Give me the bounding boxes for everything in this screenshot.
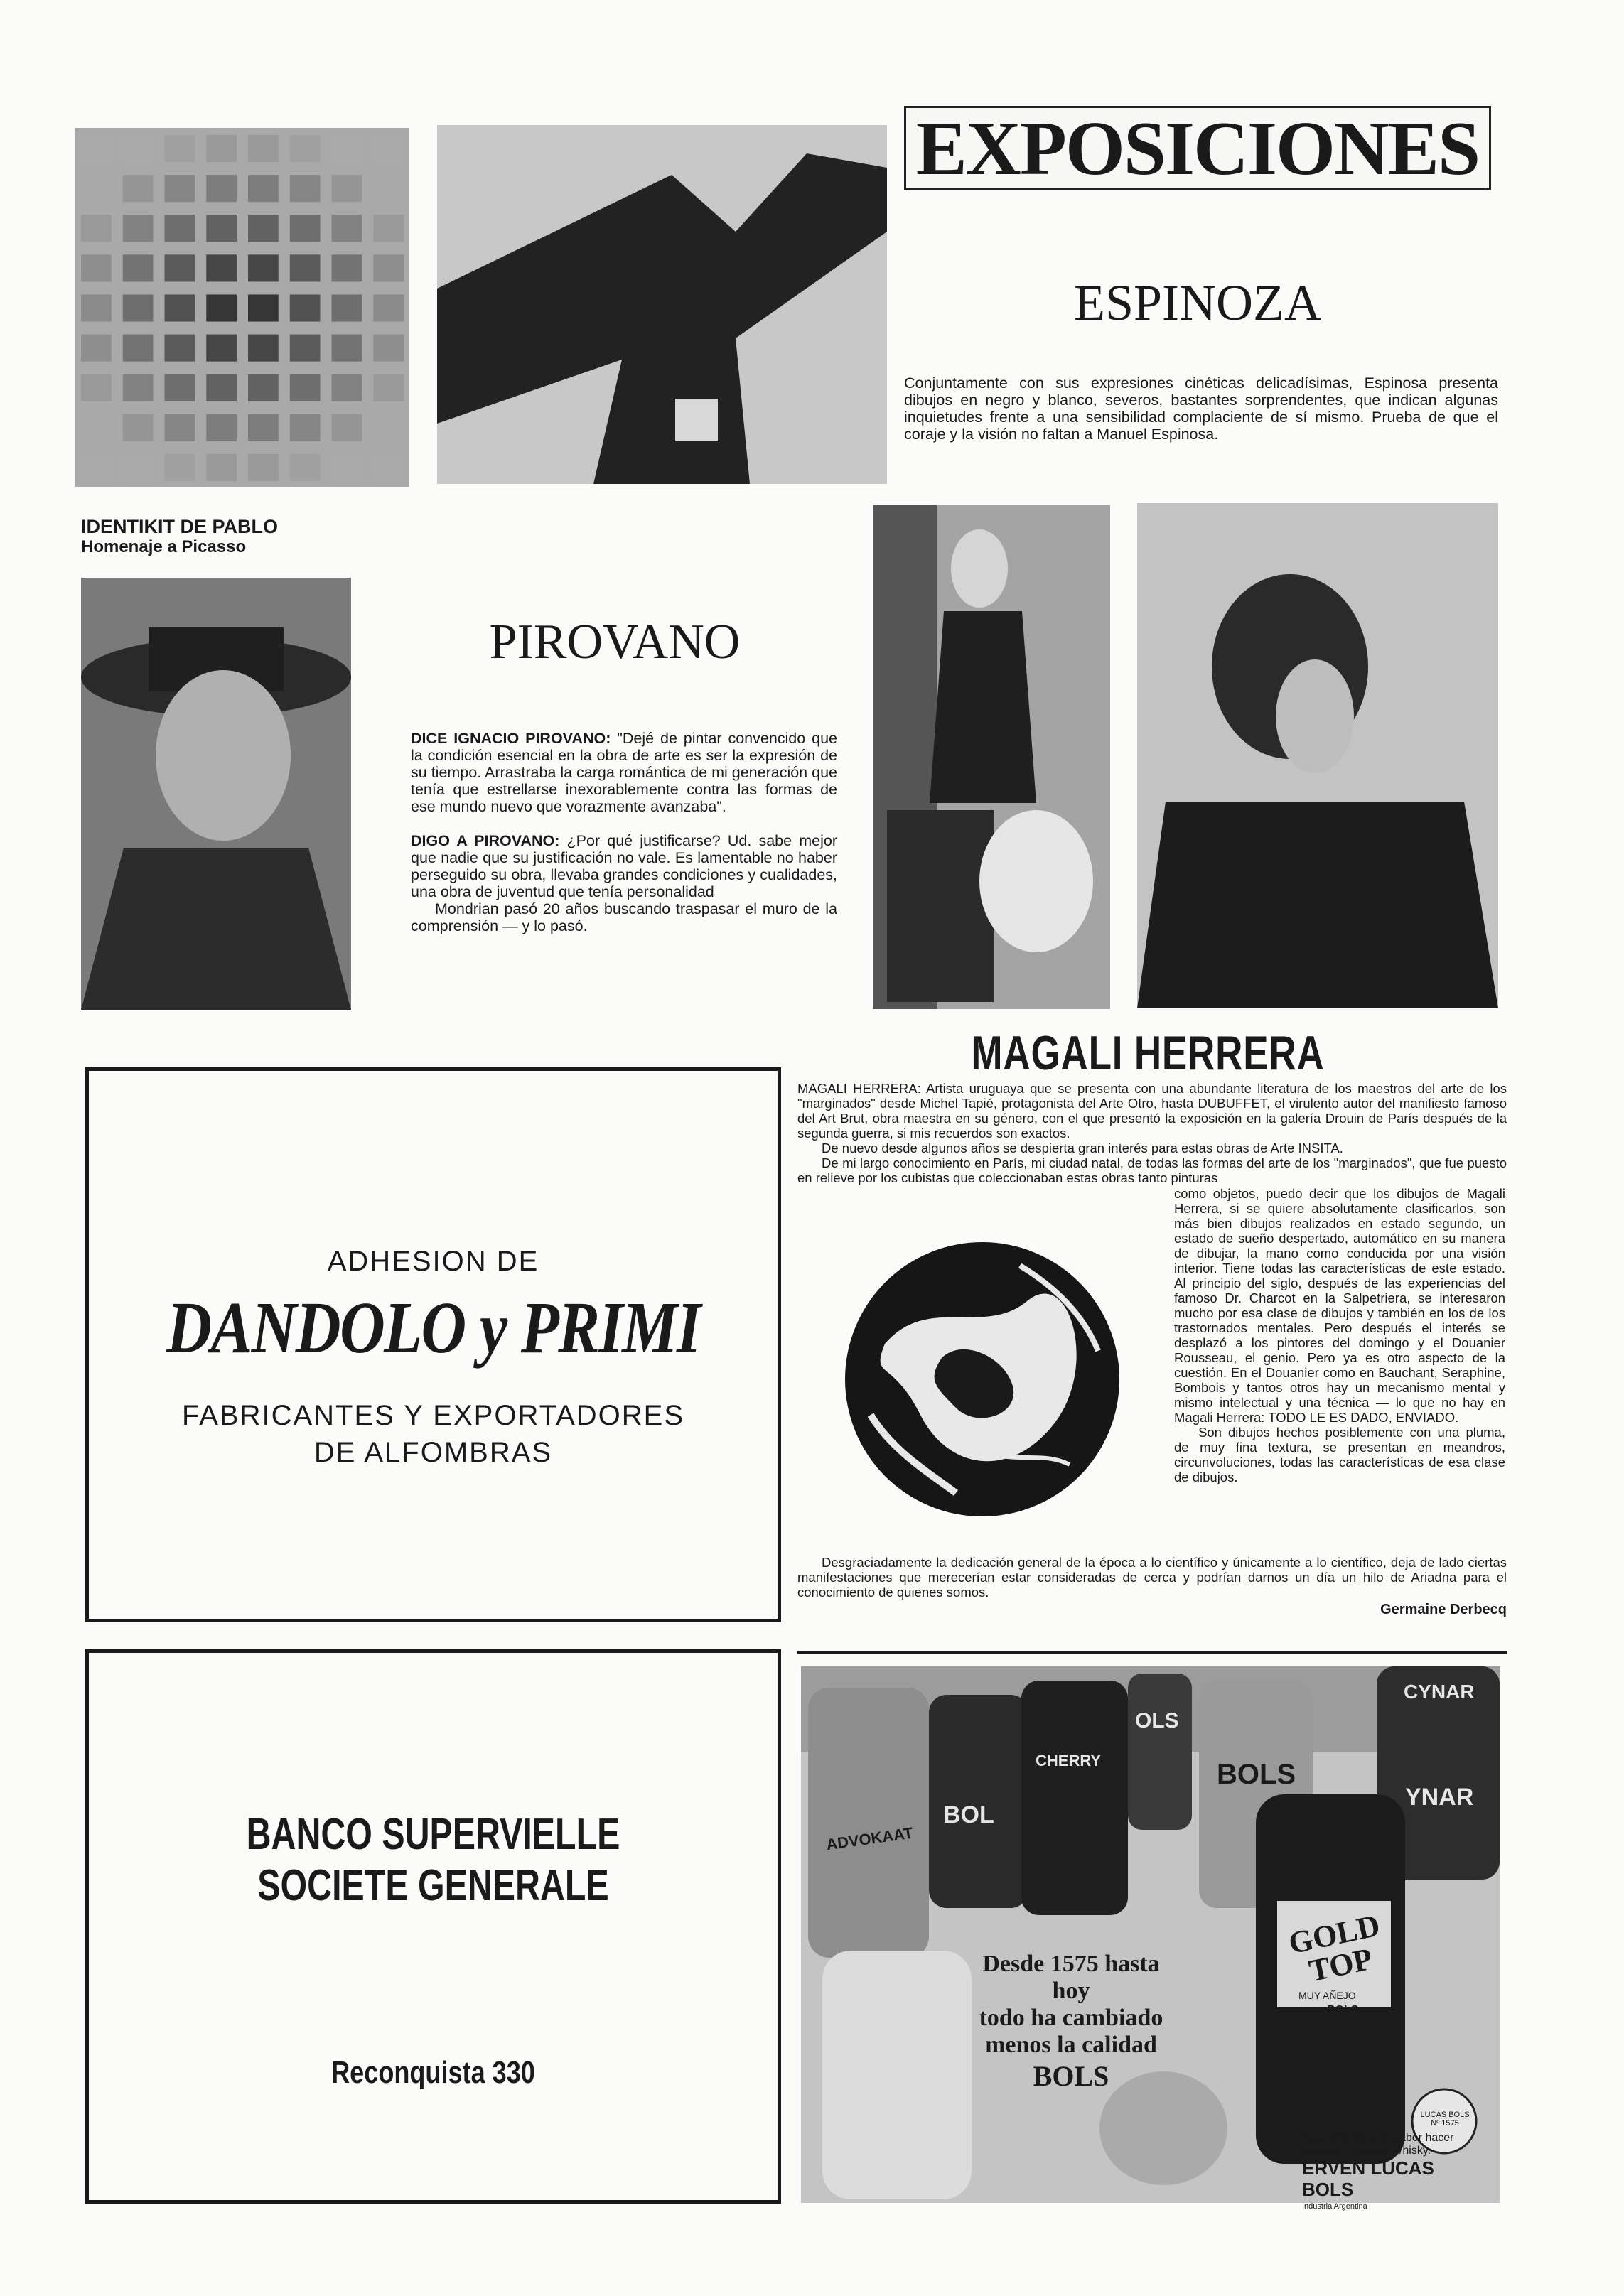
kinetic-tile: [123, 175, 154, 202]
kinetic-tile: [81, 175, 112, 202]
bols-slogan: [964, 1951, 1178, 2090]
kinetic-tile: [373, 414, 404, 441]
kinetic-tile: [206, 135, 237, 162]
kinetic-tile: [123, 135, 154, 162]
kinetic-tile: [248, 454, 279, 481]
kinetic-tile: [248, 215, 279, 242]
kinetic-tile: [332, 414, 362, 441]
herrera-body-right: [1174, 1186, 1505, 1484]
identikit-caption-title: IDENTIKIT DE PABLO: [81, 516, 279, 537]
kinetic-tile: [373, 254, 404, 281]
bols-bottles-graphic: [801, 1666, 1500, 2203]
pirovano-p2-text: ¿Por qué justificarse? Ud. sabe mejor que nadie que su justificación no vale. Es lamentable no haber perseguido su obra, llevaba grandes condiciones y cualidades, una obra de juventud que tenía personalidad: [411, 832, 837, 900]
kinetic-tile: [332, 135, 362, 162]
bols-label-bol: BOL: [943, 1801, 994, 1828]
kinetic-tile: [373, 135, 404, 162]
kinetic-tile: [332, 374, 362, 401]
picasso-portrait-photo: [81, 578, 351, 1010]
pirovano-painting-woman-photo: [1137, 503, 1498, 1008]
kinetic-tile: [290, 374, 321, 401]
kinetic-grid-graphic: [75, 128, 409, 487]
bols-footer: [1302, 2132, 1487, 2213]
bols-label-bols-small: BOLS: [1327, 2004, 1359, 2016]
kinetic-tile: [206, 454, 237, 481]
kinetic-tile: [165, 335, 195, 362]
kinetic-tile: [206, 414, 237, 441]
identikit-caption-sub: Homenaje a Picasso: [81, 537, 247, 556]
ad-dandolo-line4: DE ALFOMBRAS: [313, 1437, 553, 1468]
kinetic-tile: [290, 294, 321, 321]
kinetic-tile: [248, 414, 279, 441]
bols-small-2: Ginebra, Licores, Whisky.: [1302, 2145, 1431, 2157]
ad-dandolo-box: [85, 1067, 781, 1622]
kinetic-tile: [81, 374, 112, 401]
kinetic-tile: [81, 335, 112, 362]
ad-banco-box: [85, 1649, 781, 2204]
painting-man-graphic: [873, 505, 1110, 1009]
kinetic-tile: [290, 254, 321, 281]
herrera-p3a: De mi largo conocimiento en París, mi ciudad natal, de todas las formas del arte de los "marginados", que fue puesto en relieve por los cubistas que coleccionaban estas obras tanto pinturas: [797, 1155, 1507, 1185]
bols-seal: LUCAS BOLS Nº 1575: [1420, 2111, 1470, 2128]
kinetic-tile: [123, 215, 154, 242]
kinetic-tile: [81, 215, 112, 242]
kinetic-tile: [165, 294, 195, 321]
kinetic-tile: [248, 135, 279, 162]
herrera-body-bottom: [797, 1555, 1507, 1617]
kinetic-tile: [165, 414, 195, 441]
kinetic-tile: [373, 215, 404, 242]
pirovano-p1: [411, 730, 837, 815]
kinetic-tile: [373, 454, 404, 481]
kinetic-tile: [332, 254, 362, 281]
ad-banco-line1: BANCO SUPERVIELLE: [246, 1810, 620, 1859]
kinetic-tile: [165, 454, 195, 481]
kinetic-tile: [290, 175, 321, 202]
herrera-signature: Germaine Derbecq: [1380, 1602, 1507, 1617]
kinetic-tile: [373, 374, 404, 401]
herrera-drawing: [842, 1237, 1123, 1521]
bols-label-gold-top: GOLD TOP: [1285, 1907, 1383, 1989]
kinetic-tile: [373, 175, 404, 202]
kinetic-tile: [206, 175, 237, 202]
bols-label-bols: BOLS: [1217, 1759, 1296, 1790]
kinetic-tile: [290, 335, 321, 362]
kinetic-tile: [248, 374, 279, 401]
kinetic-tile: [290, 414, 321, 441]
bols-origin: Industria Argentina: [1302, 2202, 1367, 2211]
ad-banco-address: Reconquista 330: [331, 2055, 535, 2090]
pirovano-p1-lead: DICE IGNACIO PIROVANO:: [411, 730, 611, 747]
kinetic-tile: [248, 175, 279, 202]
bols-slogan-3: menos la calidad: [985, 2032, 1157, 2058]
kinetic-tile: [81, 414, 112, 441]
kinetic-tile: [165, 254, 195, 281]
bols-label-cherry: CHERRY: [1036, 1752, 1102, 1769]
kinetic-tile: [332, 335, 362, 362]
herrera-p5: Desgraciadamente la dedicación general de la época a lo científico y únicamente a lo científico, deja de lado ciertas manifestaciones que merecerían estar consideradas de cerca y podrían darnos un día un hilo de Ariadna para el conocimiento de quienes somos.: [797, 1555, 1507, 1600]
bols-slogan-2: todo ha cambiado: [979, 2005, 1163, 2031]
herrera-title: MAGALI HERRERA: [971, 1026, 1325, 1080]
kinetic-tile: [81, 294, 112, 321]
kinetic-tile: [290, 454, 321, 481]
painting-woman-graphic: [1137, 503, 1498, 1008]
herrera-p2: De nuevo desde algunos años se despierta gran interés para estas obras de Arte INSITA.: [822, 1141, 1343, 1155]
bols-label-ynar: YNAR: [1405, 1784, 1474, 1811]
pirovano-body: [411, 730, 837, 934]
kinetic-tile: [248, 294, 279, 321]
kinetic-tile: [123, 294, 154, 321]
kinetic-tile: [248, 254, 279, 281]
kinetic-tile: [165, 215, 195, 242]
herrera-body-top: [797, 1081, 1507, 1185]
kinetic-tile: [123, 454, 154, 481]
espinoza-body: Conjuntamente con sus expresiones cinéticas delicadísimas, Espinosa presenta dibujos en negro y blanco, severos, bastantes sorprendentes, que indican algunas inquietudes frente a una sensibilidad complaciente de sí mismo. Prueba de que el coraje y la visión no faltan a Manuel Espinosa.: [904, 374, 1498, 443]
identikit-caption: [81, 516, 380, 557]
kinetic-tile: [81, 135, 112, 162]
kinetic-tile: [123, 335, 154, 362]
ad-dandolo-line1: ADHESION DE: [327, 1246, 539, 1277]
kinetic-tile: [81, 454, 112, 481]
kinetic-tile: [373, 335, 404, 362]
kinetic-tile: [123, 374, 154, 401]
section-title: EXPOSICIONES: [915, 107, 1480, 191]
bols-company: ERVEN LUCAS BOLS: [1302, 2157, 1434, 2200]
bols-label-cynar: CYNAR: [1404, 1681, 1475, 1703]
bols-label-ols: OLS: [1135, 1709, 1179, 1732]
bols-slogan-1: Desde 1575 hasta hoy: [982, 1951, 1160, 2004]
kinetic-tile: [332, 294, 362, 321]
pirovano-p2: [411, 832, 837, 900]
kinetic-tile: [332, 215, 362, 242]
bols-gold-top-sub: MUY AÑEJO: [1298, 1990, 1356, 2001]
pirovano-p1-text: "Dejé de pintar convencido que la condición esencial en la obra de arte es ser la expresión de su tiempo. Arrastraba la carga romántica de mi generación que tenía que estrellarse inexorablemente contra las formas de ese mundo nuevo que vorazmente avanzaba".: [411, 730, 837, 815]
kinetic-tile: [206, 254, 237, 281]
pirovano-p3: Mondrian pasó 20 años buscando traspasar el muro de la comprensión — y lo pasó.: [411, 900, 837, 934]
kinetic-artwork-photo: [75, 128, 409, 487]
kinetic-tile: [290, 135, 321, 162]
espinoza-title: ESPINOZA: [1073, 274, 1321, 331]
kinetic-tile: [332, 454, 362, 481]
kinetic-tile: [206, 294, 237, 321]
geometric-artwork-photo: [437, 125, 887, 484]
herrera-p3b: como objetos, puedo decir que los dibujos de Magali Herrera, si se quiere absolutamente clasificarlos, son más bien dibujos realizados en estado segundo, un estado de sueño despertado, automático en su manera de dibujar, la mano como conducida por una visión interior. Tiene todas las características de este estado. Al principio del siglo, después de las experiencias del famoso Dr. Charcot en la Salpetriera, se interesaron mucho por esa clase de dibujos y también en los de los trastornados mentales. Pero después el interés se desplazó a los pintores del domingo y el Douanier Rousseau, el genio. Pero ya es otro aspecto de la cuestión. En el Douanier como en Bauchant, Seraphine, Bombois y tantos otros hay un mecanismo mental y mismo intelectual y una técnica — lo que no hay en Magali Herrera: TODO LE ES DADO, ENVIADO.: [1174, 1186, 1505, 1425]
kinetic-tile: [248, 335, 279, 362]
picasso-graphic: [81, 578, 351, 1010]
kinetic-tile: [206, 335, 237, 362]
kinetic-tile: [290, 215, 321, 242]
herrera-p1: MAGALI HERRERA: Artista uruguaya que se presenta con una abundante literatura de los maestros del arte de los "marginados" desde Michel Tapié, protagonista del Arte Otro, hasta DUBUFFET, el virulento autor del manifiesto famoso del Art Brut, obra maestra en su género, con el que presentó la exposición en la galería Drouin de París después de la segunda guerra, si mis recuerdos son exactos.: [797, 1081, 1507, 1141]
ad-bols-photo: [801, 1666, 1500, 2211]
kinetic-tile: [165, 135, 195, 162]
kinetic-tile: [165, 175, 195, 202]
kinetic-tile: [373, 294, 404, 321]
kinetic-tile: [165, 374, 195, 401]
herrera-p4: Son dibujos hechos posiblemente con una pluma, de muy fina textura, se presentan en meandros, circunvoluciones, todas las características de esa clase de dibujos.: [1174, 1425, 1505, 1484]
ad-banco-line2: SOCIETE GENERALE: [257, 1861, 609, 1910]
geometric-graphic: [437, 125, 887, 484]
bols-slogan-brand: BOLS: [1033, 2060, 1109, 2092]
kinetic-tile: [206, 374, 237, 401]
bols-small-1: Casi 400 años de saber hacer: [1302, 2132, 1454, 2144]
kinetic-tile: [332, 175, 362, 202]
ad-dandolo-brand: DANDOLO y PRIMI: [166, 1287, 700, 1369]
herrera-drawing-graphic: [842, 1237, 1123, 1521]
kinetic-tile: [123, 254, 154, 281]
ad-dandolo-line3: FABRICANTES Y EXPORTADORES: [182, 1400, 684, 1431]
kinetic-tile: [206, 215, 237, 242]
pirovano-painting-man-photo: [873, 505, 1110, 1009]
pirovano-p2-lead: DIGO A PIROVANO:: [411, 832, 560, 849]
kinetic-tile: [81, 254, 112, 281]
kinetic-tile: [123, 414, 154, 441]
section-header-box: [904, 106, 1491, 190]
pirovano-title: PIROVANO: [489, 615, 741, 669]
bols-label-advokaat: ADVOKAAT: [824, 1823, 915, 1854]
herrera-divider: [797, 1651, 1507, 1654]
